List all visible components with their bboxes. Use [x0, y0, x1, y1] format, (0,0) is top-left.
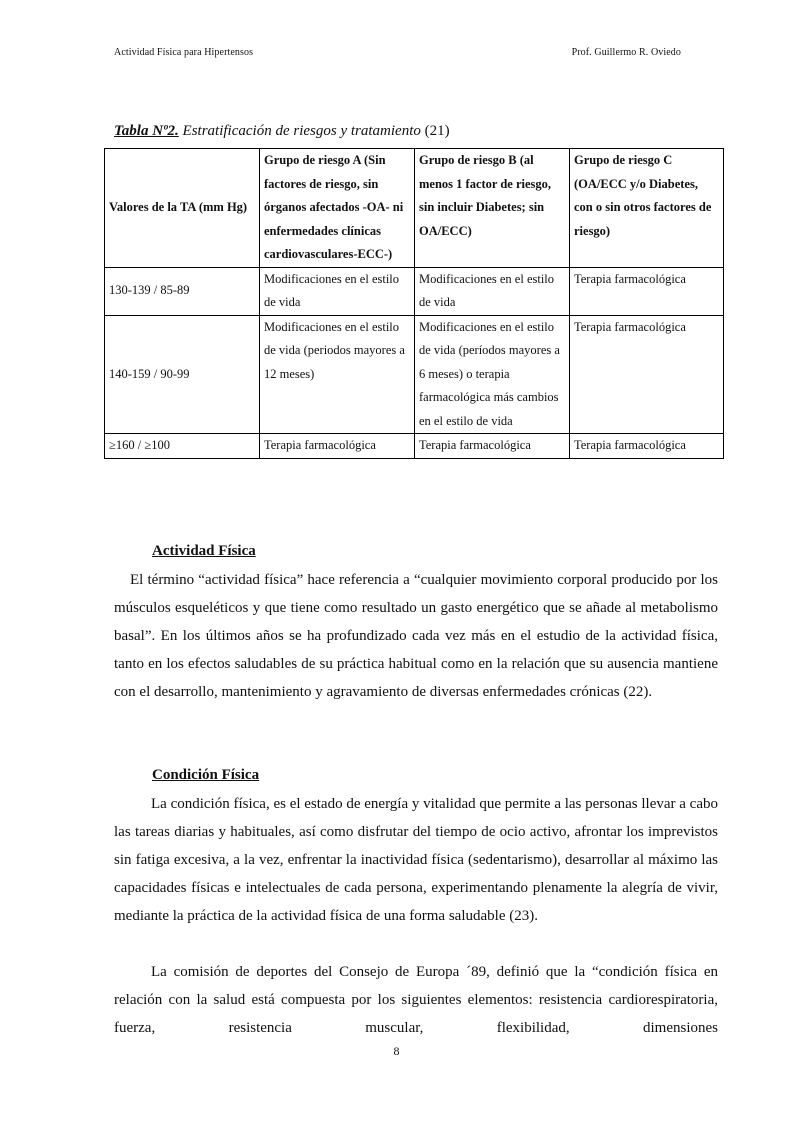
table-cell: Terapia farmacológica	[415, 434, 570, 459]
table-caption	[114, 123, 450, 140]
table-caption-ref: (21)	[424, 123, 450, 139]
table-row	[105, 315, 724, 434]
table-caption-title: Estratificación de riesgos y tratamiento	[182, 123, 421, 139]
table-cell: Modificaciones en el estilo de vida	[415, 267, 570, 315]
table-cell: Modificaciones en el estilo de vida	[260, 267, 415, 315]
table-header-row	[105, 149, 724, 268]
section-title-actividad-fisica: Actividad Física	[152, 543, 256, 559]
header-cell-group-a: Grupo de riesgo A (Sin factores de riesgo, sin órganos afectados -OA- ni enfermedades clínicas cardiovasculares-ECC-)	[260, 149, 415, 268]
paragraph: La comisión de deportes del Consejo de Europa ´89, definió que la “condición física en relación con la salud está compuesta por los siguientes elementos: resistencia cardiorespiratoria, fuerza, resistencia muscular, flexibilidad, dimensiones	[114, 964, 718, 1036]
table-caption-label: Tabla Nº2.	[114, 123, 179, 139]
table-row	[105, 434, 724, 459]
table-cell: ≥160 / ≥100	[105, 434, 260, 459]
header-cell-group-b: Grupo de riesgo B (al menos 1 factor de riesgo, sin incluir Diabetes; sin OA/ECC)	[415, 149, 570, 268]
paragraph: El término “actividad física” hace referencia a “cualquier movimiento corporal producido por los músculos esqueléticos y que tiene como resultado un gasto energético que se añade al metabolismo basal”. En los últimos años se ha profundizado cada vez más en el estudio de la actividad física, tanto en los efectos saludables de su práctica habitual como en la relación que su ausencia mantiene con el desarrollo, mantenimiento y agravamiento de diversas enfermedades crónicas (22).	[114, 572, 718, 700]
table-cell: Terapia farmacológica	[570, 434, 724, 459]
header-cell-ta: Valores de la TA (mm Hg)	[105, 149, 260, 268]
table-cell: Terapia farmacológica	[570, 315, 724, 434]
table-cell: 130-139 / 85-89	[105, 267, 260, 315]
table-cell: 140-159 / 90-99	[105, 315, 260, 434]
table-cell: Modificaciones en el estilo de vida (periodos mayores a 12 meses)	[260, 315, 415, 434]
running-header-right: Prof. Guillermo R. Oviedo	[571, 47, 681, 58]
section-title-condicion-fisica: Condición Física	[152, 767, 260, 783]
page-number: 8	[393, 1044, 400, 1058]
header-cell-group-c: Grupo de riesgo C (OA/ECC y/o Diabetes, con o sin otros factores de riesgo)	[570, 149, 724, 268]
table-cell: Terapia farmacológica	[260, 434, 415, 459]
risk-table	[104, 148, 724, 459]
table-row	[105, 267, 724, 315]
paragraph: La condición física, es el estado de energía y vitalidad que permite a las personas llevar a cabo las tareas diarias y habituales, así como disfrutar del tiempo de ocio activo, afrontar los imprevistos sin fatiga excesiva, a la vez, enfrentar la inactividad física (sedentarismo), desarrollar al máximo las capacidades físicas e intelectuales de cada persona, experimentando plenamente la alegría de vivir, mediante la práctica de la actividad física de una forma saludable (23).	[114, 796, 718, 924]
table-cell: Terapia farmacológica	[570, 267, 724, 315]
running-header-left: Actividad Física para Hipertensos	[114, 47, 254, 58]
table-cell: Modificaciones en el estilo de vida (períodos mayores a 6 meses) o terapia farmacológica más cambios en el estilo de vida	[415, 315, 570, 434]
